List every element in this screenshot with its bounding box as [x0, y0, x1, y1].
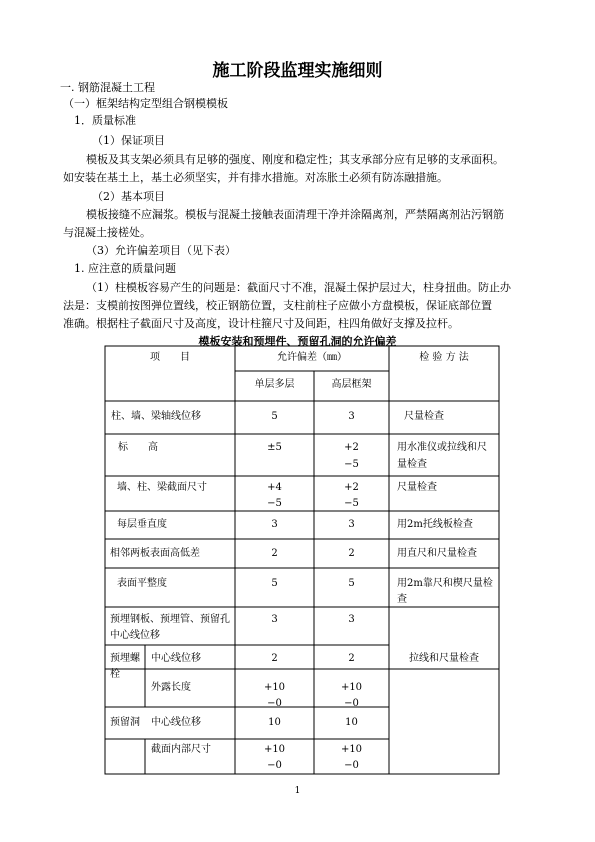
table-cell-single: 3 — [271, 519, 278, 530]
item-heading: 1．质量标准 — [74, 114, 136, 127]
paragraph-line: 如安装在基土上，基土必须坚实，并有排水措施。对冻胀土必须有防冻融措施。 — [63, 171, 448, 184]
table-cell-single: +10 — [263, 744, 286, 755]
table-cell-high: 10 — [345, 717, 358, 728]
table-row-group: 预埋螺 — [110, 653, 140, 664]
table-cell-single: +10 — [263, 682, 286, 693]
table-cell-method: 尺量检查 — [397, 482, 437, 493]
table-cell-high: +10 — [340, 682, 363, 693]
table-cell-high: 2 — [348, 653, 355, 664]
table-cell-method: 查 — [397, 594, 407, 605]
item-subheading: （2）基本项目 — [92, 190, 165, 203]
table-cell-high: 3 — [348, 519, 355, 530]
table-row-item: 中心线位移 — [151, 717, 201, 728]
table-cell-high: 3 — [348, 411, 355, 422]
table-cell-single: 2 — [271, 653, 278, 664]
table-cell-method: 用2m靠尺和楔尺量检 — [397, 578, 493, 589]
table-cell-method: 量检查 — [397, 459, 427, 470]
table-cell-high: −0 — [344, 760, 359, 771]
header-high: 高层框架 — [331, 379, 372, 390]
table-row-item: 相邻两板表面高低差 — [110, 548, 200, 559]
table-cell-single: 10 — [268, 717, 281, 728]
header-item: 项 目 — [150, 352, 190, 363]
table-title: 模板安装和预埋件、预留孔洞的允许偏差 — [198, 335, 397, 348]
table-cell-high: +2 — [344, 482, 359, 493]
page-title: 施工阶段监理实施细则 — [212, 61, 383, 81]
table-row-item: 柱、墙、梁轴线位移 — [111, 411, 201, 422]
item-subheading: （3）允许偏差项目（见下表） — [86, 244, 236, 257]
table-row-item: 外露长度 — [151, 682, 191, 693]
table-row-item: 墙、柱、梁截面尺寸 — [117, 482, 207, 493]
item-heading: 1. 应注意的质量问题 — [74, 262, 176, 275]
table-cell-single: +4 — [267, 482, 282, 493]
header-method: 检 验 方 法 — [419, 352, 469, 363]
paragraph-line: （1）柱模板容易产生的问题是：截面尺寸不准，混凝土保护层过大，柱身扭曲。防止办 — [86, 281, 511, 294]
paragraph-line: 准确。根据柱子截面尺寸及高度，设计柱箍尺寸及间距，柱四角做好支撑及拉杆。 — [63, 317, 459, 330]
table-row-item: 中心线位移 — [110, 630, 160, 641]
table-row-item: 表面平整度 — [117, 578, 167, 589]
table-cell-high: −5 — [344, 459, 359, 470]
table-cell-single: −0 — [267, 760, 282, 771]
paragraph-line: 法是：支模前按图弹位置线，校正钢筋位置，支柱前柱子应做小方盘模板，保证底部位置 — [63, 299, 492, 312]
table-cell-method: 用直尺和尺量检查 — [397, 548, 477, 559]
table-cell-single: 3 — [271, 614, 278, 625]
table-cell-high: 2 — [348, 548, 355, 559]
table-cell-single: ±5 — [267, 442, 282, 453]
table-row-item: 预埋钢板、预埋管、预留孔 — [110, 614, 230, 625]
table-cell-high: −0 — [344, 698, 359, 709]
table-row-group: 栓 — [110, 669, 120, 680]
table-row-item: 每层垂直度 — [117, 519, 167, 530]
table-cell-method: 用2m托线板检查 — [397, 519, 473, 530]
section-heading: 一. 钢筋混凝土工程 — [60, 81, 155, 94]
paragraph-line: 与混凝土接槎处。 — [63, 226, 151, 239]
paragraph-line: 模板接缝不应漏浆。模板与混凝土接触表面清理干净并涂隔离剂，严禁隔离剂沾污钢筋 — [86, 208, 504, 221]
table-row-item: 中心线位移 — [151, 653, 201, 664]
table-cell-high: +10 — [340, 744, 363, 755]
header-tolerance: 允许偏差（㎜） — [277, 352, 347, 363]
table-cell-single: −5 — [267, 498, 282, 509]
table-cell-method: 尺量检查 — [404, 411, 444, 422]
table-row-item: 标 高 — [118, 442, 158, 453]
table-cell-single: 5 — [271, 578, 278, 589]
table-cell-high: 5 — [348, 578, 355, 589]
page-number: 1 — [294, 786, 301, 796]
table-cell-method: 用水准仪或拉线和尺 — [397, 442, 487, 453]
table-row-item: 截面内部尺寸 — [151, 744, 211, 755]
header-single: 单层多层 — [254, 379, 295, 390]
subsection-heading: （一）框架结构定型组合钢模模板 — [63, 97, 228, 110]
table-cell-single: 2 — [271, 548, 278, 559]
table-cell-high: −5 — [344, 498, 359, 509]
paragraph-line: 模板及其支架必须具有足够的强度、刚度和稳定性；其支承部分应有足够的支承面积。 — [86, 153, 504, 166]
table-cell-high: 3 — [348, 614, 355, 625]
table-cell-high: +2 — [344, 442, 359, 453]
table-row-group: 预留洞 — [110, 717, 140, 728]
table-cell-single: −0 — [267, 698, 282, 709]
table-cell-method: 拉线和尺量检查 — [409, 653, 479, 664]
table-cell-single: 5 — [271, 411, 278, 422]
item-subheading: （1）保证项目 — [92, 134, 165, 147]
